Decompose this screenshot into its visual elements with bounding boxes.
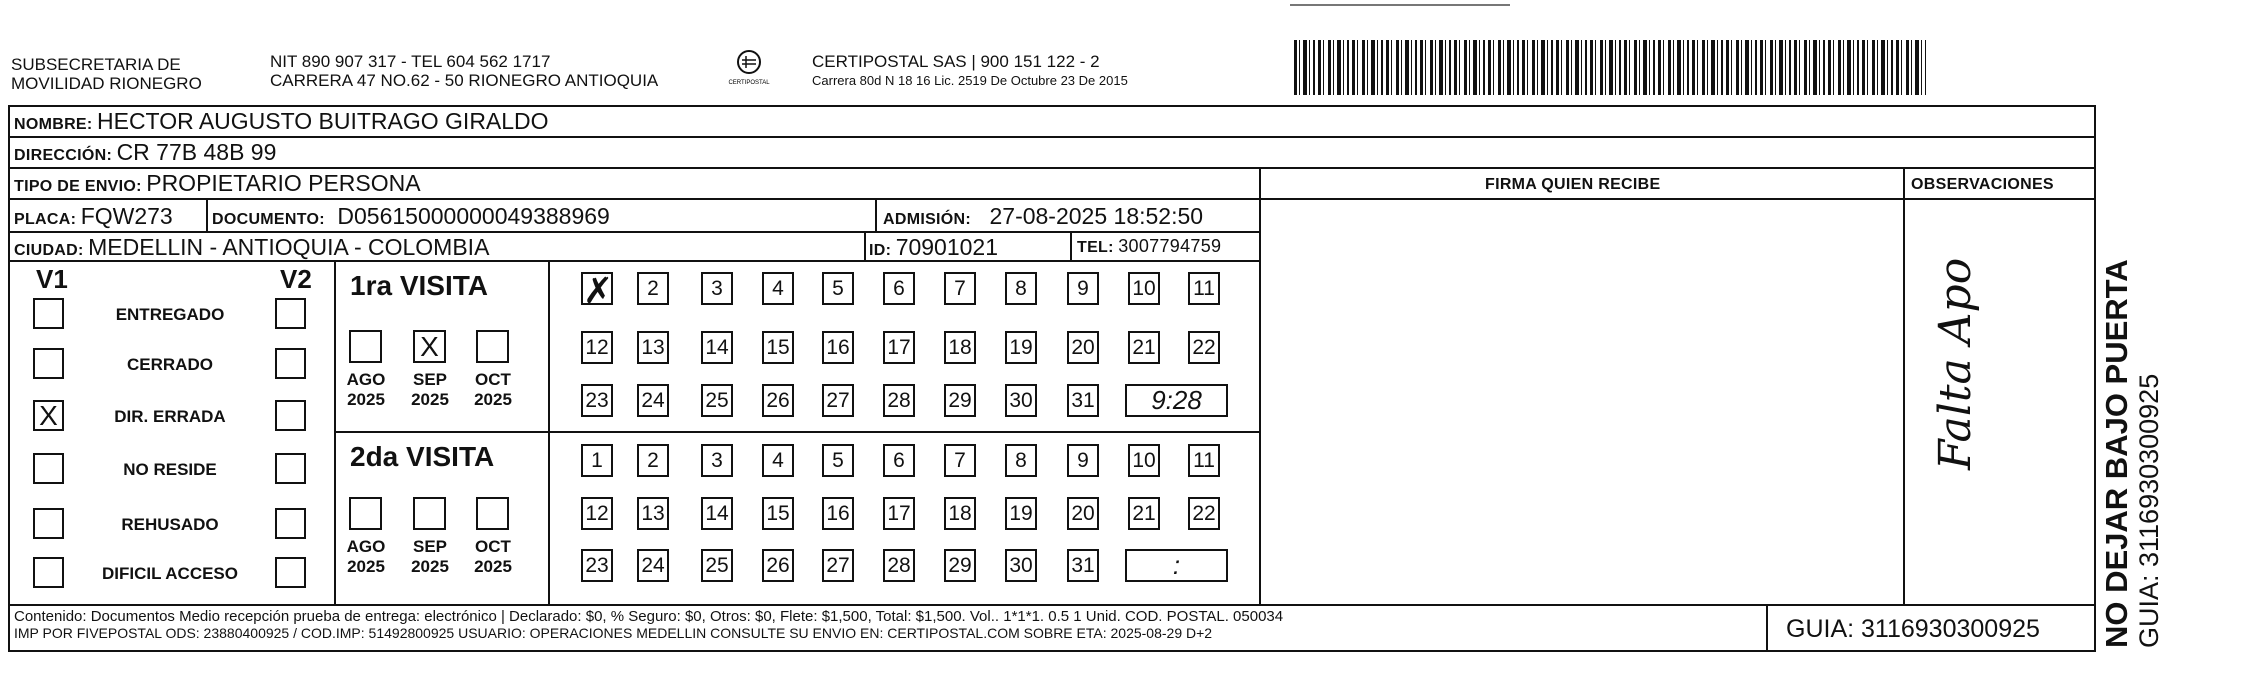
day-box[interactable] [762, 272, 794, 305]
divider [1070, 232, 1072, 260]
day-box[interactable] [637, 384, 669, 417]
nombre-label: NOMBRE: [14, 116, 93, 133]
day-number: 2 [647, 276, 659, 300]
v1-checkbox[interactable] [33, 348, 64, 379]
day-box[interactable] [1188, 331, 1220, 364]
status-label: DIR. ERRADA [114, 407, 226, 426]
month-name: OCT [475, 537, 511, 556]
v1-checkbox[interactable]: X [33, 400, 64, 431]
day-box[interactable] [637, 331, 669, 364]
documento-cell [212, 203, 610, 230]
v1-checkbox[interactable] [33, 453, 64, 484]
documento-value: D05615000000049388969 [337, 203, 610, 229]
observaciones-handwritten [1930, 258, 1981, 470]
nit-line: NIT 890 907 317 - TEL 604 562 1717 [270, 52, 551, 71]
day-box[interactable] [944, 384, 976, 417]
day-number: 1 [591, 448, 603, 472]
footer-top-line [8, 604, 2096, 606]
time-box[interactable]: 9:28 [1125, 384, 1228, 417]
firma-column-left [1259, 167, 1261, 604]
id-cell [869, 234, 998, 261]
day-number: 14 [705, 335, 729, 359]
day-number: 31 [1071, 388, 1095, 412]
status-label: CERRADO [127, 355, 213, 374]
day-box[interactable] [944, 272, 976, 305]
ciudad-value: MEDELLIN - ANTIOQUIA - COLOMBIA [88, 234, 490, 260]
day-number: 19 [1009, 501, 1033, 525]
day-number: 29 [948, 553, 972, 577]
day-number: 4 [772, 448, 784, 472]
month-checkbox[interactable]: X [413, 330, 446, 363]
side-guia: GUIA: 3116930300925 [2134, 373, 2164, 648]
day-box[interactable] [1188, 497, 1220, 530]
tipo-row [14, 170, 421, 197]
day-box[interactable] [1005, 272, 1037, 305]
day-cross-mark: ✗ [583, 270, 614, 311]
day-box[interactable] [637, 497, 669, 530]
day-box[interactable] [1067, 384, 1099, 417]
status-label: NO RESIDE [123, 460, 217, 479]
month-checkbox[interactable] [349, 330, 382, 363]
day-box[interactable] [1067, 331, 1099, 364]
day-box[interactable] [1188, 272, 1220, 305]
month-name: AGO [346, 537, 386, 556]
tel-cell [1077, 236, 1221, 257]
month-name: AGO [346, 370, 386, 389]
placa-value: FQW273 [80, 203, 173, 229]
day-number: 5 [832, 276, 844, 300]
day-number: 22 [1192, 501, 1216, 525]
day-number: 4 [772, 276, 784, 300]
day-box[interactable] [762, 497, 794, 530]
direccion-row [14, 139, 276, 166]
day-number: 31 [1071, 553, 1095, 577]
day-box[interactable] [883, 549, 915, 582]
direccion-label: DIRECCIÓN: [14, 147, 113, 164]
time-box[interactable]: : [1125, 549, 1228, 582]
divider [8, 136, 2096, 138]
day-number: 21 [1132, 501, 1156, 525]
divider [875, 200, 877, 232]
footer-guia: GUIA: 3116930300925 [1786, 615, 2040, 643]
day-box[interactable] [883, 384, 915, 417]
day-number: 17 [887, 335, 911, 359]
day-box[interactable] [883, 497, 915, 530]
admision-cell [883, 203, 1203, 230]
logo-text: CERTIPOSTAL [728, 80, 770, 86]
visit-divider [334, 431, 1260, 433]
day-number: 28 [887, 553, 911, 577]
day-box[interactable] [944, 497, 976, 530]
day-number: 24 [641, 388, 665, 412]
day-number: 23 [585, 388, 609, 412]
day-box[interactable] [822, 272, 854, 305]
day-number: 28 [887, 388, 911, 412]
day-box[interactable] [581, 384, 613, 417]
day-box[interactable] [701, 444, 733, 477]
address-line: CARRERA 47 NO.62 - 50 RIONEGRO ANTIOQUIA [270, 71, 659, 90]
v2-checkbox[interactable] [275, 453, 306, 484]
month-checkbox[interactable] [349, 497, 382, 530]
month-year: 2025 [474, 557, 512, 576]
day-number: 19 [1009, 335, 1033, 359]
day-number: 26 [766, 388, 790, 412]
day-box[interactable] [1067, 444, 1099, 477]
day-number: 9 [1077, 448, 1089, 472]
day-number: 18 [948, 335, 972, 359]
day-number: 17 [887, 501, 911, 525]
sender-info [270, 52, 658, 90]
month-year: 2025 [411, 390, 449, 409]
day-box[interactable] [1128, 272, 1160, 305]
day-number: 3 [711, 448, 723, 472]
day-box[interactable] [762, 384, 794, 417]
month-year: 2025 [411, 557, 449, 576]
entity-line-2: MOVILIDAD RIONEGRO [11, 74, 202, 93]
entity-name [11, 55, 202, 93]
day-number: 12 [585, 335, 609, 359]
day-number: 8 [1015, 276, 1027, 300]
footer-divider [1766, 604, 1768, 652]
side-text [2100, 259, 2164, 648]
day-box[interactable] [581, 497, 613, 530]
v2-checkbox[interactable] [275, 508, 306, 539]
day-box[interactable] [1067, 549, 1099, 582]
day-box[interactable] [883, 331, 915, 364]
day-number: 7 [954, 448, 966, 472]
day-number: 30 [1009, 388, 1033, 412]
day-number: 21 [1132, 335, 1156, 359]
observaciones-column-left [1903, 167, 1905, 604]
day-number: 11 [1193, 276, 1215, 300]
id-value: 70901021 [895, 234, 999, 260]
placa-cell [14, 203, 173, 230]
day-number: 18 [948, 501, 972, 525]
tel-label: TEL: [1077, 239, 1114, 256]
ciudad-cell [14, 234, 489, 261]
day-box[interactable] [701, 331, 733, 364]
month-name: SEP [412, 370, 448, 389]
firma-header: FIRMA QUIEN RECIBE [1485, 176, 1661, 193]
divider [864, 232, 866, 260]
day-number: 15 [766, 335, 790, 359]
header-underline [1259, 198, 2096, 200]
divider [206, 200, 208, 232]
divider [8, 167, 2096, 169]
v2-checkbox[interactable] [275, 557, 306, 588]
day-box[interactable] [701, 272, 733, 305]
month-checkbox[interactable] [476, 330, 509, 363]
documento-label: DOCUMENTO: [212, 211, 325, 228]
day-number: 15 [766, 501, 790, 525]
tipo-label: TIPO DE ENVIO: [14, 178, 142, 195]
day-box[interactable] [1005, 549, 1037, 582]
day-number: 10 [1132, 276, 1156, 300]
day-number: 20 [1071, 335, 1095, 359]
month-name: SEP [412, 537, 448, 556]
day-box[interactable] [581, 444, 613, 477]
v2-checkbox[interactable] [275, 400, 306, 431]
day-box[interactable] [701, 497, 733, 530]
day-box[interactable] [1005, 331, 1037, 364]
day-box[interactable] [1188, 444, 1220, 477]
day-number: 24 [641, 553, 665, 577]
month-year: 2025 [474, 390, 512, 409]
placa-label: PLACA: [14, 211, 77, 228]
status-label: ENTREGADO [115, 305, 225, 324]
month-checkbox[interactable] [476, 497, 509, 530]
day-box[interactable] [1005, 384, 1037, 417]
visit2-title: 2da VISITA [350, 441, 495, 472]
status-label: DIFICIL ACCESO [101, 564, 238, 583]
courier-info [812, 52, 1128, 90]
day-number: 29 [948, 388, 972, 412]
day-box[interactable] [944, 549, 976, 582]
day-number: 14 [705, 501, 729, 525]
day-number: 16 [826, 501, 850, 525]
divider [8, 231, 1260, 233]
day-box[interactable] [822, 549, 854, 582]
courier-line: CERTIPOSTAL SAS | 900 151 122 - 2 [812, 52, 1100, 71]
month-name: OCT [475, 370, 511, 389]
day-number: 13 [641, 501, 665, 525]
day-box[interactable] [1005, 444, 1037, 477]
footer-line-1: Contenido: Documentos Medio recepción prueba de entrega: electrónico | Declarado: $0, % Seguro: $0, Otros: $0, Flete: $1,500, Total: $1,500. Vol.. 1*1*1. 0.5 1 Unid. COD. POSTAL. 050034 [14, 608, 1284, 625]
certipostal-logo [722, 46, 776, 92]
day-number: 25 [705, 553, 729, 577]
day-number: 8 [1015, 448, 1027, 472]
admision-value: 27-08-2025 18:52:50 [989, 203, 1204, 229]
day-box[interactable] [581, 549, 613, 582]
day-box[interactable] [637, 272, 669, 305]
day-number: 5 [832, 448, 844, 472]
day-box[interactable] [637, 444, 669, 477]
v2-checkbox[interactable] [275, 348, 306, 379]
status-label: REHUSADO [121, 515, 219, 534]
day-number: 30 [1009, 553, 1033, 577]
day-number: 11 [1193, 448, 1215, 472]
observaciones-header: OBSERVACIONES [1911, 176, 2054, 193]
nombre-row [14, 108, 549, 135]
day-number: 26 [766, 553, 790, 577]
day-number: 12 [585, 501, 609, 525]
day-number: 23 [585, 553, 609, 577]
day-box[interactable] [701, 549, 733, 582]
handwritten-note: Falta Apo [1930, 257, 1981, 470]
day-number: 13 [641, 335, 665, 359]
v1-label: V1 [36, 264, 68, 294]
day-box[interactable] [1005, 497, 1037, 530]
v2-checkbox[interactable] [275, 298, 306, 329]
v1-checkbox[interactable] [33, 298, 64, 329]
tipo-value: PROPIETARIO PERSONA [146, 170, 421, 196]
tel-value: 3007794759 [1118, 236, 1222, 256]
day-number: 9 [1077, 276, 1089, 300]
day-box[interactable] [581, 331, 613, 364]
day-box[interactable] [762, 444, 794, 477]
day-box[interactable] [822, 331, 854, 364]
day-box[interactable] [762, 549, 794, 582]
day-box[interactable] [637, 549, 669, 582]
month-checkbox[interactable] [413, 497, 446, 530]
day-box[interactable] [762, 331, 794, 364]
day-box[interactable] [1067, 272, 1099, 305]
day-box[interactable] [701, 384, 733, 417]
courier-address: Carrera 80d N 18 16 Lic. 2519 De Octubre 23 De 2015 [812, 73, 1128, 88]
day-number: 7 [954, 276, 966, 300]
direccion-value: CR 77B 48B 99 [116, 139, 277, 165]
day-number: 25 [705, 388, 729, 412]
day-box[interactable] [944, 331, 976, 364]
visit1-title: 1ra VISITA [350, 270, 488, 301]
day-number: 6 [893, 276, 905, 300]
day-box[interactable] [883, 444, 915, 477]
admision-label: ADMISIÓN: [883, 211, 972, 228]
day-box[interactable] [1128, 331, 1160, 364]
month-year: 2025 [347, 390, 385, 409]
no-dejar-bajo-puerta: NO DEJAR BAJO PUERTA [2099, 259, 2134, 648]
day-box[interactable] [822, 497, 854, 530]
v2-label: V2 [280, 264, 312, 294]
day-number: 22 [1192, 335, 1216, 359]
barcode [1294, 40, 1926, 95]
day-number: 27 [826, 388, 850, 412]
divider [8, 260, 1260, 262]
v1-checkbox[interactable] [33, 508, 64, 539]
day-box[interactable] [822, 444, 854, 477]
id-label: ID: [869, 242, 892, 259]
day-number: 27 [826, 553, 850, 577]
day-number: 16 [826, 335, 850, 359]
day-number: 2 [647, 448, 659, 472]
day-number: 20 [1071, 501, 1095, 525]
nombre-value: HECTOR AUGUSTO BUITRAGO GIRALDO [97, 108, 549, 134]
day-number: 10 [1132, 448, 1156, 472]
day-box[interactable] [822, 384, 854, 417]
day-box[interactable] [883, 272, 915, 305]
footer-content [14, 608, 1759, 641]
day-box[interactable] [581, 270, 614, 311]
day-box[interactable] [944, 444, 976, 477]
month-year: 2025 [347, 557, 385, 576]
day-box[interactable] [1128, 497, 1160, 530]
day-number: 3 [711, 276, 723, 300]
v1-checkbox[interactable] [33, 557, 64, 588]
entity-line-1: SUBSECRETARIA DE [11, 55, 181, 74]
footer-line-2: IMP POR FIVEPOSTAL ODS: 23880400925 / COD.IMP: 51492800925 USUARIO: OPERACIONES MEDELLIN CONSULTE SU ENVIO EN: CERTIPOSTAL.COM SOBRE ETA: 2025-08-29 D+2 [14, 625, 1213, 641]
day-box[interactable] [1067, 497, 1099, 530]
day-box[interactable] [1128, 444, 1160, 477]
top-dash-line [1290, 4, 1510, 6]
ciudad-label: CIUDAD: [14, 242, 84, 259]
day-number: 6 [893, 448, 905, 472]
